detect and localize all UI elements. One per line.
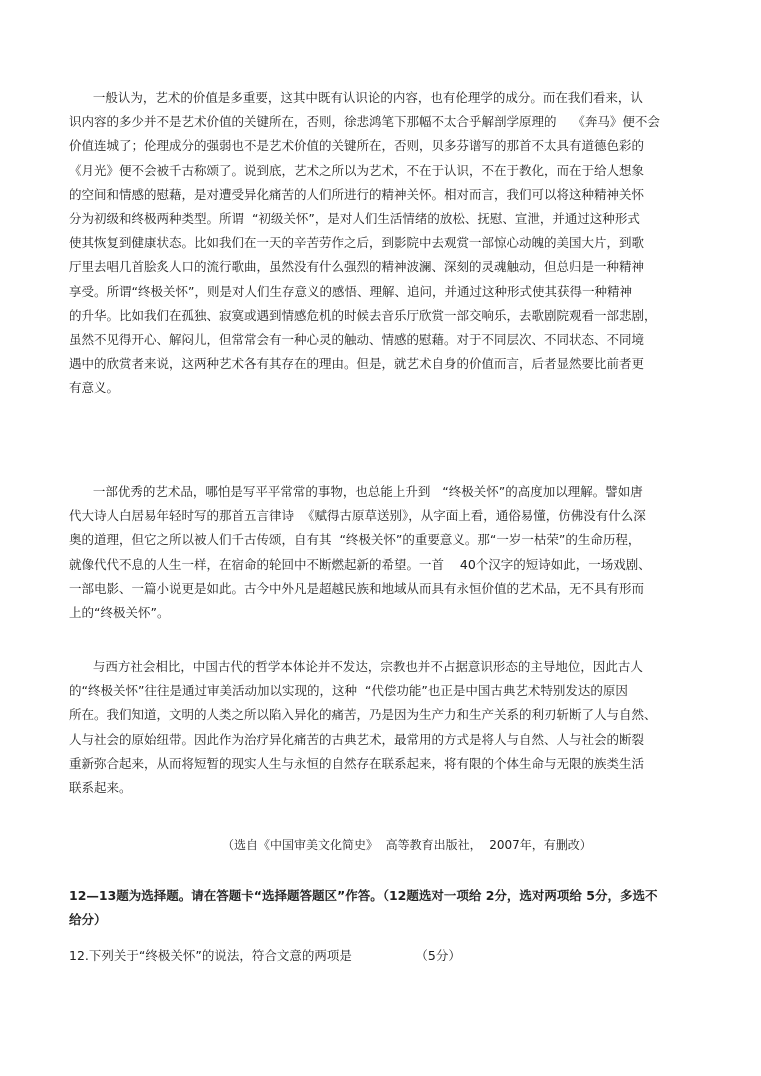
- text-line: 奥的道理，但它之所以被人们千古传颂，自有其 “终极关怀”的重要意义。那“一岁一枯荣”的生命历程，: [69, 532, 641, 548]
- text-line: 一般认为，艺术的价值是多重要，这其中既有认识论的内容，也有伦理学的成分。而在我们看来，认: [69, 90, 643, 105]
- instruction-line-2: 给分）: [69, 912, 107, 927]
- text-line: 的空间和情感的慰藉，是对遭受异化痛苦的人们所进行的精神关怀。相对而言，我们可以将这种精神关怀: [69, 186, 645, 202]
- text-line: 享受。所谓“终极关怀”，则是对人们生存意义的感悟、理解、追问，并通过这种形式使其获得一种精神: [69, 283, 632, 299]
- text-line: 与西方社会相比，中国古代的哲学本体论并不发达，宗教也并不占据意识形态的主导地位，因此古人: [69, 659, 643, 674]
- text-line: 代大诗人白居易年轻时写的那首五言律诗 《赋得古原草送别》，从字面上看，通俗易懂，仿佛没有什么深: [69, 508, 646, 524]
- text-line: 虽然不见得开心、解闷儿，但常常会有一种心灵的触动、情感的慰藉。对于不同层次、不同状态、不同境: [69, 332, 645, 347]
- text-line: 联系起来。: [69, 780, 132, 795]
- text-line: 厅里去唱几首脍炙人口的流行歌曲，虽然没有什么强烈的精神波澜、深刻的灵魂触动，但总归是一种精神: [69, 259, 645, 275]
- text-line: 的升华。比如我们在孤独、寂寞或遇到情感危机的时候去音乐厅欣赏一部交响乐，去歌剧院观看一部悲剧，: [69, 307, 657, 323]
- text-line: 一部优秀的艺术品，哪怕是写平平常常的事物，也总能上升到 “终极关怀”的高度加以理解。譬如唐: [69, 484, 643, 499]
- text-line: 分为初级和终极两种类型。所谓 “初级关怀”，是对人们生活情绪的放松、抚慰、宣泄，并通过这种形式: [69, 211, 640, 226]
- text-line: 识内容的多少并不是艺术价值的关键所在，否则，徐悲鸿笔下那幅不太合乎解剖学原理的 《奔马》便不会: [69, 114, 660, 130]
- text-line: 《月光》便不会被千古称颂了。说到底，艺术之所以为艺术，不在于认识，不在于教化，而在于给人想象: [69, 162, 645, 178]
- text-line: 的“终极关怀”往往是通过审美活动加以实现的，这种 “代偿功能”也正是中国古典艺术特别发达的原因: [69, 683, 628, 699]
- text-line: 使其恢复到健康状态。比如我们在一天的辛苦劳作之后，到影院中去观赏一部惊心动魄的美国大片，到歌: [69, 235, 645, 251]
- text-line: 人与社会的原始纽带。因此作为治疗异化痛苦的古典艺术，最常用的方式是将人与自然、人与社会的断裂: [69, 731, 645, 747]
- source-citation: （选自《中国审美文化简史》 高等教育出版社， 2007年，有删改）: [222, 838, 592, 852]
- question-12: 12.下列关于“终极关怀”的说法，符合文意的两项是 （5分）: [69, 948, 461, 963]
- text-line: 上的“终极关怀”。: [69, 605, 170, 620]
- text-line: 有意义。: [69, 380, 120, 396]
- text-line: 价值连城了；伦理成分的强弱也不是艺术价值的关键所在，否则，贝多芬谱写的那首不太具有道德色彩的: [69, 138, 645, 154]
- text-line: 就像代代不息的人生一样，在宿命的轮回中不断燃起新的希望。一首 40个汉字的短诗如此，一场戏剧、: [69, 556, 651, 572]
- text-line: 重新弥合起来，从而将短暂的现实人生与永恒的自然存在联系起来，将有限的个体生命与无限的族类生活: [69, 755, 645, 771]
- text-line: 所在。我们知道，文明的人类之所以陷入异化的痛苦，乃是因为生产力和生产关系的利刃斩断了人与自然、: [69, 707, 657, 723]
- text-line: 遇中的欣赏者来说，这两种艺术各有其存在的理由。但是，就艺术自身的价值而言，后者显然要比前者更: [69, 356, 645, 372]
- instruction-line-1: 12—13题为选择题。请在答题卡“选择题答题区”作答。（12题选对一项给 2分，选对两项给 5分，多选不: [69, 888, 658, 903]
- text-line: 一部电影、一篇小说更是如此。古今中外凡是超越民族和地域从而具有永恒价值的艺术品，无不具有形而: [69, 580, 645, 596]
